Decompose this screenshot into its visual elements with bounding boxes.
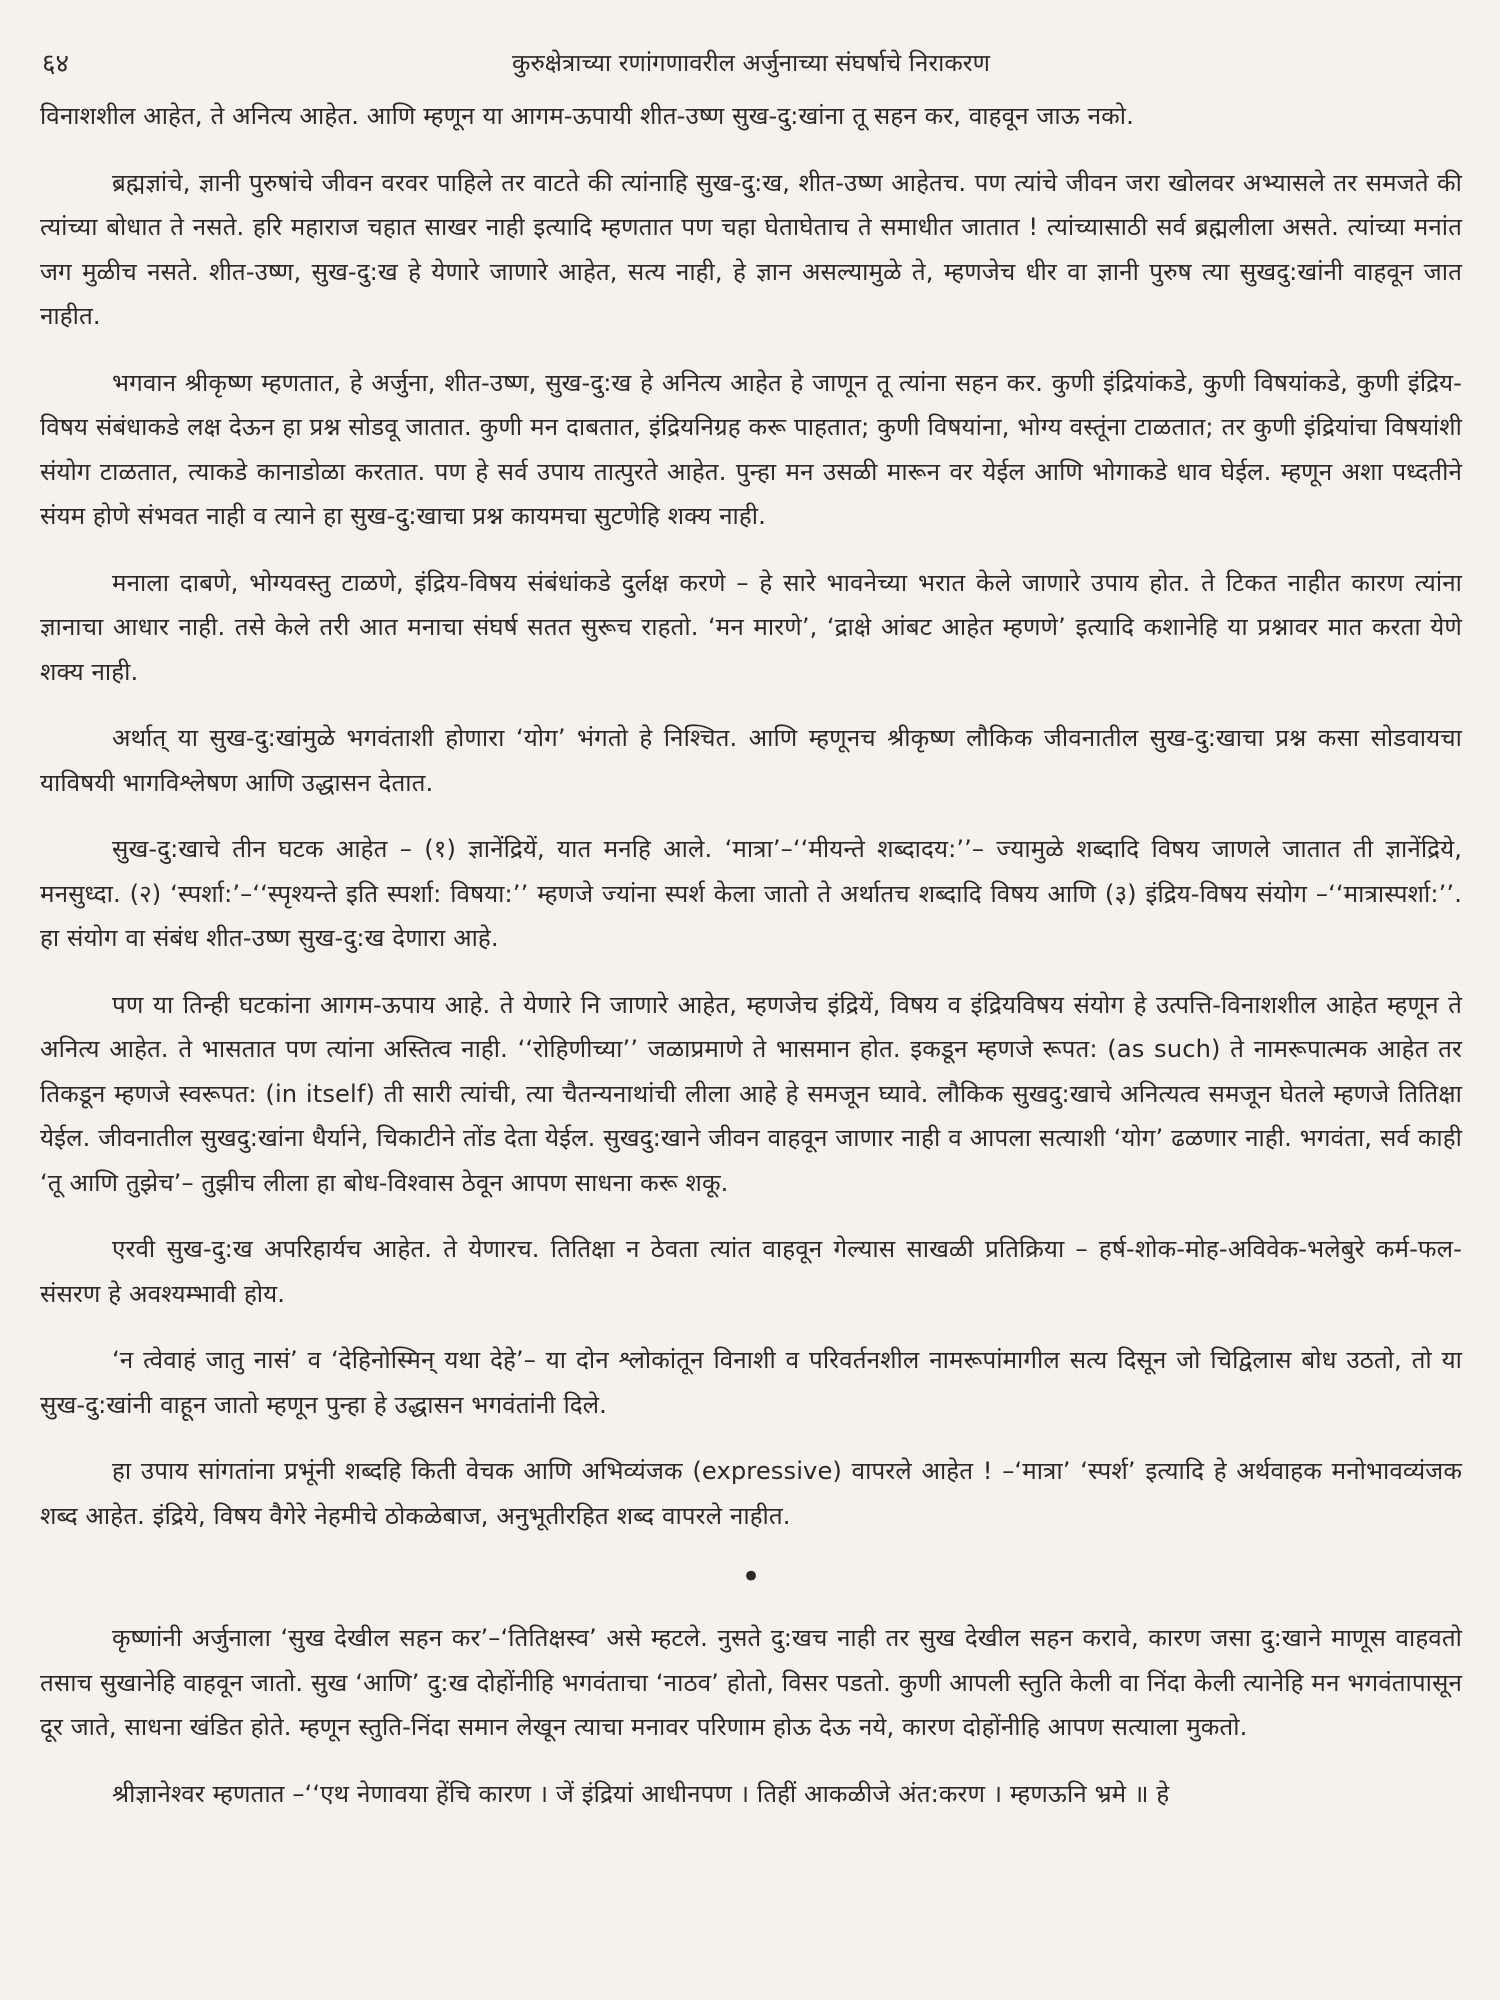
paragraph-7: पण या तिन्ही घटकांना आगम-ऊपाय आहे. ते येणारे नि जाणारे आहेत, म्हणजेच इंद्रियें, विषय व इंद्रियविषय संयोग हे उत्पत्ति-विनाशशील आहेत म्हणून ते अनित्य आहेत. ते भासतात पण त्यांना अस्तित्व नाही. ‘‘रोहिणीच्या’’ जळाप्रमाणे ते भासमान होत. इकडून म्हणजे रूपत: (as such) ते नामरूपात्मक आहेत तर तिकडून म्हणजे स्वरूपत: (in itself) ती सारी त्यांची, त्या चैतन्यनाथांची लीला आहे हे समजून घ्यावे. लौकिक सुखदु:खाचे अनित्यत्व समजून घेतले म्हणजे तितिक्षा येईल. जीवनातील सुखदु:खांना धैर्याने, चिकाटीने तोंड देता येईल. सुखदु:खाने जीवन वाहवून जाणार नाही व आपला सत्याशी ‘योग’ ढळणार नाही. भगवंता, सर्व काही ‘तू आणि तुझेच’– तुझीच लीला हा बोध-विश्वास ठेवून आपण साधना करू शकू. [40,990,1462,1197]
paragraph-3: भगवान श्रीकृष्ण म्हणतात, हे अर्जुना, शीत-उष्ण, सुख-दु:ख हे अनित्य आहेत हे जाणून तू त्यांना सहन कर. कुणी इंद्रियांकडे, कुणी विषयांकडे, कुणी इंद्रिय-विषय संबंधाकडे लक्ष देऊन हा प्रश्न सोडवू जातात. कुणी मन दाबतात, इंद्रियनिग्रह करू पाहतात; कुणी विषयांना, भोग्य वस्तूंना टाळतात; तर कुणी इंद्रियांचा विषयांशी संयोग टाळतात, त्याकडे कानाडोळा करतात. पण हे सर्व उपाय तात्पुरते आहेत. पुन्हा मन उसळी मारून वर येईल आणि भोगाकडे धाव घेईल. म्हणून अशा पध्दतीने संयम होणे संभवत नाही व त्याने हा सुख-दु:खाचा प्रश्न कायमचा सुटणेहि शक्य नाही. [40,368,1462,530]
page-header [40,34,1462,86]
paragraph-11: कृष्णांनी अर्जुनाला ‘सुख देखील सहन कर’–‘तितिक्षस्व’ असे म्हटले. नुसते दु:खच नाही तर सुख देखील सहन करावे, कारण जसा दु:खाने माणूस वाहवतो तसाच सुखानेहि वाहवून जातो. सुख ‘आणि’ दु:ख दोहोंनीहि भगवंताचा ‘नाठव’ होतो, विसर पडतो. कुणी आपली स्तुति केली वा निंदा केली त्यानेहि मन भगवंतापासून दूर जाते, साधना खंडित होते. म्हणून स्तुति-निंदा समान लेखून त्याचा मनावर परिणाम होऊ देऊ नये, कारण दोहोंनीहि आपण सत्याला मुकतो. [40,1624,1462,1741]
paragraph-1: विनाशशील आहेत, ते अनित्य आहेत. आणि म्हणून या आगम-ऊपायी शीत-उष्ण सुख-दु:खांना तू सहन कर, वाहवून जाऊ नको. [40,102,1134,130]
paragraph-12: श्रीज्ञानेश्वर म्हणतात –‘‘एथ नेणावया हेंचि कारण । जें इंद्रियां आधीनपण । तिहीं आकळीजे अंत:करण । म्हणऊनि भ्रमे ॥ हे [112,1779,1170,1808]
running-title: कुरुक्षेत्राच्या रणांगणावरील अर्जुनाच्या संघर्षाचे निराकरण [512,49,990,77]
paragraph-2: ब्रह्मज्ञांचे, ज्ञानी पुरुषांचे जीवन वरवर पाहिले तर वाटते की त्यांनाहि सुख-दु:ख, शीत-उष्ण आहेतच. पण त्यांचे जीवन जरा खोलवर अभ्यासले तर समजते की त्यांच्या बोधात ते नसते. हरि महाराज चहात साखर नाही इत्यादि म्हणतात पण चहा घेताघेताच ते समाधीत जातात ! त्यांच्यासाठी सर्व ब्रह्मलीला असते. त्यांच्या मनांत जग मुळीच नसते. शीत-उष्ण, सुख-दु:ख हे येणारे जाणारे आहेत, सत्य नाही, हे ज्ञान असल्यामुळे ते, म्हणजेच धीर वा ज्ञानी पुरुष त्या सुखदु:खांनी वाहवून जात नाहीत. [40,168,1462,330]
paragraph-8: एरवी सुख-दु:ख अपरिहार्यच आहेत. ते येणारच. तितिक्षा न ठेवता त्यांत वाहवून गेल्यास साखळी प्रतिक्रिया – हर्ष-शोक-मोह-अविवेक-भलेबुरे कर्म-फल-संसरण हे अवश्यम्भावी होय. [40,1235,1462,1308]
paragraph-9: ‘न त्वेवाहं जातु नासं’ व ‘देहिनोस्मिन् यथा देहे’– या दोन श्लोकांतून विनाशी व परिवर्तनशील नामरूपांमागील सत्य दिसून जो चिद्विलास बोध उठतो, तो या सुख-दु:खांनी वाहून जातो म्हणून पुन्हा हे उद्धासन भगवंतांनी दिले. [40,1346,1462,1419]
paragraph-6: सुख-दु:खाचे तीन घटक आहेत – (१) ज्ञानेंद्रियें, यात मनहि आले. ‘मात्रा’–‘‘मीयन्ते शब्दादय:’’– ज्यामुळे शब्दादि विषय जाणले जातात ती ज्ञानेंद्रिये, मनसुध्दा. (२) ‘स्पर्शा:’–‘‘स्पृश्यन्ते इति स्पर्शा: विषया:’’ म्हणजे ज्यांना स्पर्श केला जातो ते अर्थातच शब्दादि विषय आणि (३) इंद्रिय-विषय संयोग –‘‘मात्रास्पर्शा:’’. हा संयोग वा संबंध शीत-उष्ण सुख-दु:ख देणारा आहे. [40,835,1462,952]
page-number: ६४ [42,49,70,79]
paragraph-10: हा उपाय सांगतांना प्रभूंनी शब्दहि किती वेचक आणि अभिव्यंजक (expressive) वापरले आहेत ! –‘मात्रा’ ‘स्पर्श’ इत्यादि हे अर्थवाहक मनोभावव्यंजक शब्द आहेत. इंद्रिये, विषय वैगेरे नेहमीचे ठोकळेबाज, अनुभूतीरहित शब्द वापरले नाहीत. [40,1457,1462,1530]
page-body [40,94,1462,1816]
paragraph-4: मनाला दाबणे, भोग्यवस्तु टाळणे, इंद्रिय-विषय संबंधांकडे दुर्लक्ष करणे – हे सारे भावनेच्या भरात केले जाणारे उपाय होत. ते टिकत नाहीत कारण त्यांना ज्ञानाचा आधार नाही. तसे केले तरी आत मनाचा संघर्ष सतत सुरूच राहतो. ‘मन मारणे’, ‘द्राक्षे आंबट आहेत म्हणणे’ इत्यादि कशानेहि या प्रश्नावर मात करता येणे शक्य नाही. [40,568,1462,686]
paragraph-5: अर्थात् या सुख-दु:खांमुळे भगवंताशी होणारा ‘योग’ भंगतो हे निश्चित. आणि म्हणूनच श्रीकृष्ण लौकिक जीवनातील सुख-दु:खाचा प्रश्न कसा सोडवायचा याविषयी भागविश्लेषण आणि उद्धासन देतात. [40,724,1462,797]
section-separator-dot: • [740,1557,762,1597]
